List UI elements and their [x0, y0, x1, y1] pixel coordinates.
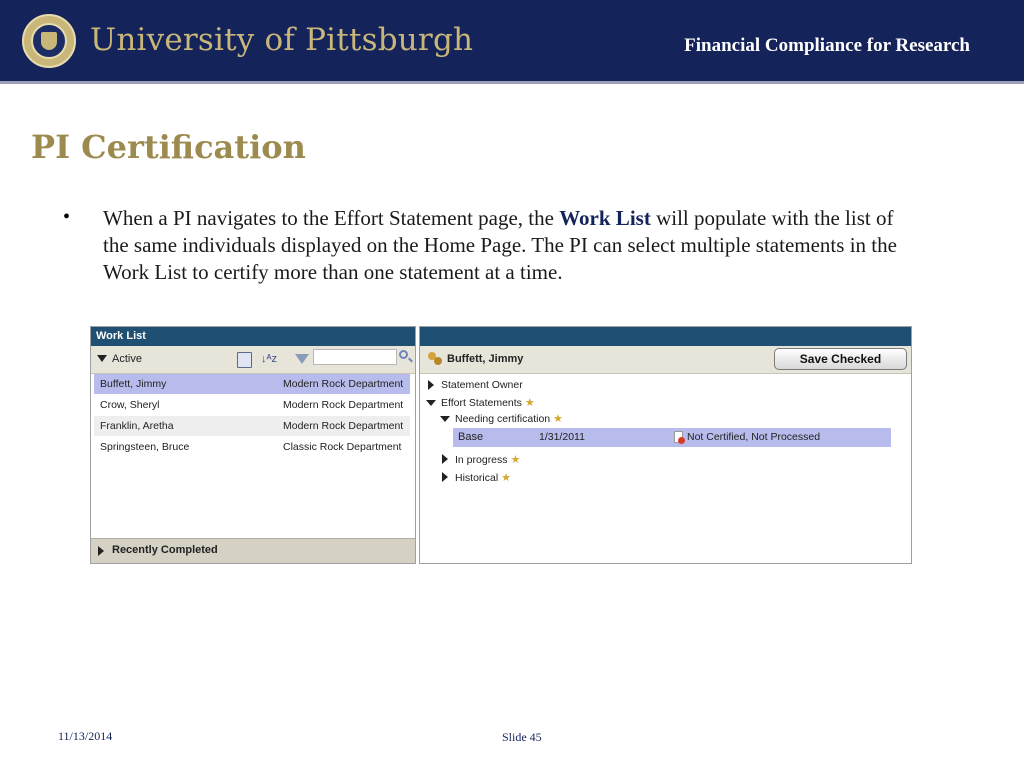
slide-title: PI Certification	[31, 128, 306, 166]
star-icon: ★	[501, 472, 511, 484]
star-icon: ★	[553, 413, 563, 425]
slide-number: Slide 45	[502, 730, 542, 744]
select-all-icon[interactable]	[237, 352, 252, 368]
detail-person-bar	[420, 346, 911, 374]
caret-down-icon[interactable]	[426, 400, 436, 406]
work-list-emphasis: Work List	[559, 206, 651, 230]
caret-down-icon[interactable]	[440, 416, 450, 422]
people-icon	[428, 352, 436, 360]
statement-status: Not Certified, Not Processed	[687, 431, 821, 443]
recently-completed-label: Recently Completed	[112, 544, 218, 556]
caret-right-icon[interactable]	[428, 380, 434, 390]
work-list-title: Work List	[91, 327, 415, 346]
star-icon: ★	[524, 397, 535, 409]
work-list-panel	[90, 326, 416, 564]
banner-title: Financial Compliance for Research	[684, 35, 970, 56]
sort-az-icon[interactable]: ↓ᴬz	[261, 353, 277, 365]
statement-row[interactable]	[453, 428, 891, 447]
header-banner	[0, 0, 1024, 84]
tree-needing-certification[interactable]: Needing certification ★	[455, 413, 563, 425]
tree-statement-owner[interactable]: Statement Owner	[441, 379, 523, 391]
star-icon: ★	[510, 454, 521, 466]
tree-in-progress[interactable]: In progress ★	[455, 454, 521, 466]
caret-right-icon[interactable]	[442, 454, 448, 464]
caret-right-icon[interactable]	[442, 472, 448, 482]
filter-icon[interactable]	[295, 354, 309, 364]
work-list-row[interactable]: Buffett, Jimmy Modern Rock Department	[94, 374, 410, 394]
detail-title-bar	[420, 327, 911, 346]
university-seal-icon	[22, 14, 76, 68]
work-list-row[interactable]: Crow, Sheryl Modern Rock Department	[100, 399, 404, 411]
tree-effort-statements[interactable]: Effort Statements ★	[441, 397, 535, 409]
statement-detail-panel	[419, 326, 912, 564]
work-list-search-input[interactable]	[313, 349, 397, 365]
university-name: University of Pittsburgh	[90, 22, 474, 58]
footer-date: 11/13/2014	[58, 729, 113, 743]
tree-historical[interactable]: Historical ★	[455, 472, 511, 484]
recently-completed-section[interactable]	[91, 538, 415, 563]
active-section-header[interactable]	[91, 346, 415, 374]
not-certified-icon	[674, 431, 683, 443]
statement-name: Base	[458, 431, 484, 443]
work-list-row[interactable]: Springsteen, Bruce Classic Rock Department	[100, 441, 402, 453]
caret-down-icon[interactable]	[97, 355, 107, 362]
caret-right-icon[interactable]	[98, 546, 104, 556]
statement-date: 1/31/2011	[539, 431, 585, 443]
search-icon[interactable]	[399, 350, 408, 359]
bullet-text: When a PI navigates to the Effort Statement page, the Work List will populate with the list of the same individuals displayed on the Home Page. The PI can select multiple statements in the Work List to certify more than one statement at a time.	[103, 206, 897, 284]
save-checked-button[interactable]: Save Checked	[774, 348, 907, 370]
work-list-row[interactable]: Franklin, Aretha Modern Rock Department	[94, 416, 410, 436]
detail-person-name: Buffett, Jimmy	[447, 353, 524, 365]
bullet-marker: •	[63, 206, 71, 228]
active-section-label: Active	[112, 353, 142, 365]
